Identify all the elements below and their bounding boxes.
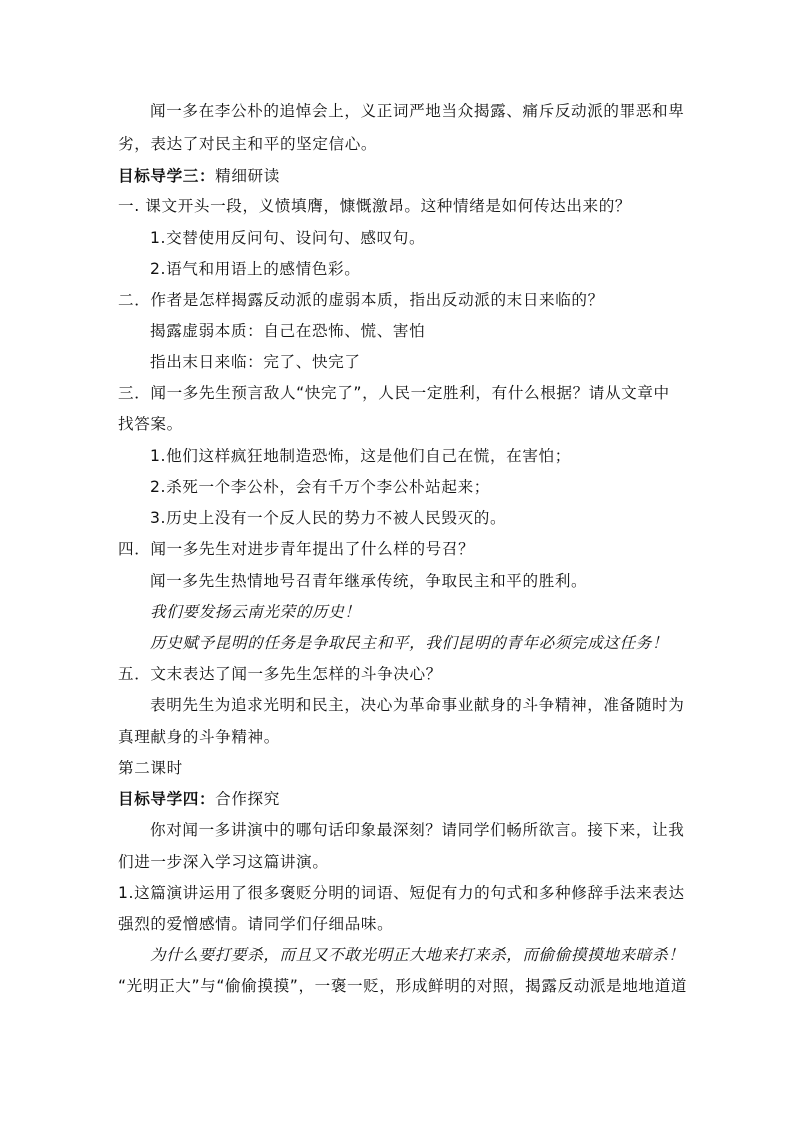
answer-line: 1.交替使用反问句、设问句、感叹句。 xyxy=(150,229,426,247)
section-heading-label: 目标导学四： xyxy=(118,790,216,808)
quote-line: 我们要发扬云南光荣的历史！ xyxy=(150,603,361,621)
paragraph-line: 你对闻一多讲演中的哪句话印象最深刻？请同学们畅所欲言。接下来，让我 xyxy=(150,821,685,839)
answer-line: 2.杀死一个李公朴，会有千万个李公朴站起来； xyxy=(150,478,490,496)
answer-line: 3.历史上没有一个反人民的势力不被人民毁灭的。 xyxy=(150,509,507,527)
question-4: 四．闻一多先生对进步青年提出了什么样的号召？ xyxy=(118,540,475,558)
section-heading-goal4 xyxy=(118,784,280,814)
answer-line: 指出末日来临：完了、快完了 xyxy=(150,353,361,371)
section-heading-goal3 xyxy=(118,161,280,191)
answer-line: 1.他们这样疯狂地制造恐怖，这是他们自己在慌，在害怕； xyxy=(150,447,571,465)
lesson-label: 第二课时 xyxy=(118,759,183,777)
answer-line: 表明先生为追求光明和民主，决心为革命事业献身的斗争精神，准备随时为 xyxy=(150,696,685,714)
question-2: 二．作者是怎样揭露反动派的虚弱本质，指出反动派的末日来临的？ xyxy=(118,291,604,309)
list-item-1-continued: 强烈的爱憎感情。请同学们仔细品味。 xyxy=(118,915,394,933)
section-heading-text: 精细研读 xyxy=(215,167,280,185)
question-1: 一. 课文开头一段，义愤填膺，慷慨激昂。这种情绪是如何传达出来的？ xyxy=(118,197,632,215)
question-5: 五．文末表达了闻一多先生怎样的斗争决心？ xyxy=(118,665,442,683)
answer-line-continued: 真理献身的斗争精神。 xyxy=(118,728,280,746)
answer-line: 揭露虚弱本质：自己在恐怖、慌、害怕 xyxy=(150,322,426,340)
list-item-1: 1.这篇演讲运用了很多褒贬分明的词语、短促有力的句式和多种修辞手法来表达 xyxy=(118,884,685,902)
paragraph-line: 闻一多在李公朴的追悼会上，义正词严地当众揭露、痛斥反动派的罪恶和卑 xyxy=(150,102,685,120)
paragraph-line: “光明正大”与“偷偷摸摸”，一褒一贬，形成鲜明的对照，揭露反动派是地地道道 xyxy=(118,977,688,995)
section-heading-label: 目标导学三： xyxy=(118,167,216,185)
answer-line: 闻一多先生热情地号召青年继承传统，争取民主和平的胜利。 xyxy=(150,572,588,590)
quote-line: 历史赋予昆明的任务是争取民主和平，我们昆明的青年必须完成这任务！ xyxy=(150,634,669,652)
question-3-continued: 找答案。 xyxy=(118,415,183,433)
question-3: 三．闻一多先生预言敌人“快完了”，人民一定胜利，有什么根据？请从文章中 xyxy=(118,384,670,402)
paragraph-line: 们进一步深入学习这篇讲演。 xyxy=(118,853,329,871)
paragraph-line: 劣，表达了对民主和平的坚定信心。 xyxy=(118,135,378,153)
quote-line: 为什么要打要杀，而且又不敢光明正大地来打来杀，而偷偷摸摸地来暗杀！ xyxy=(150,946,685,964)
answer-line: 2.语气和用语上的感情色彩。 xyxy=(150,260,361,278)
section-heading-text: 合作探究 xyxy=(215,790,280,808)
